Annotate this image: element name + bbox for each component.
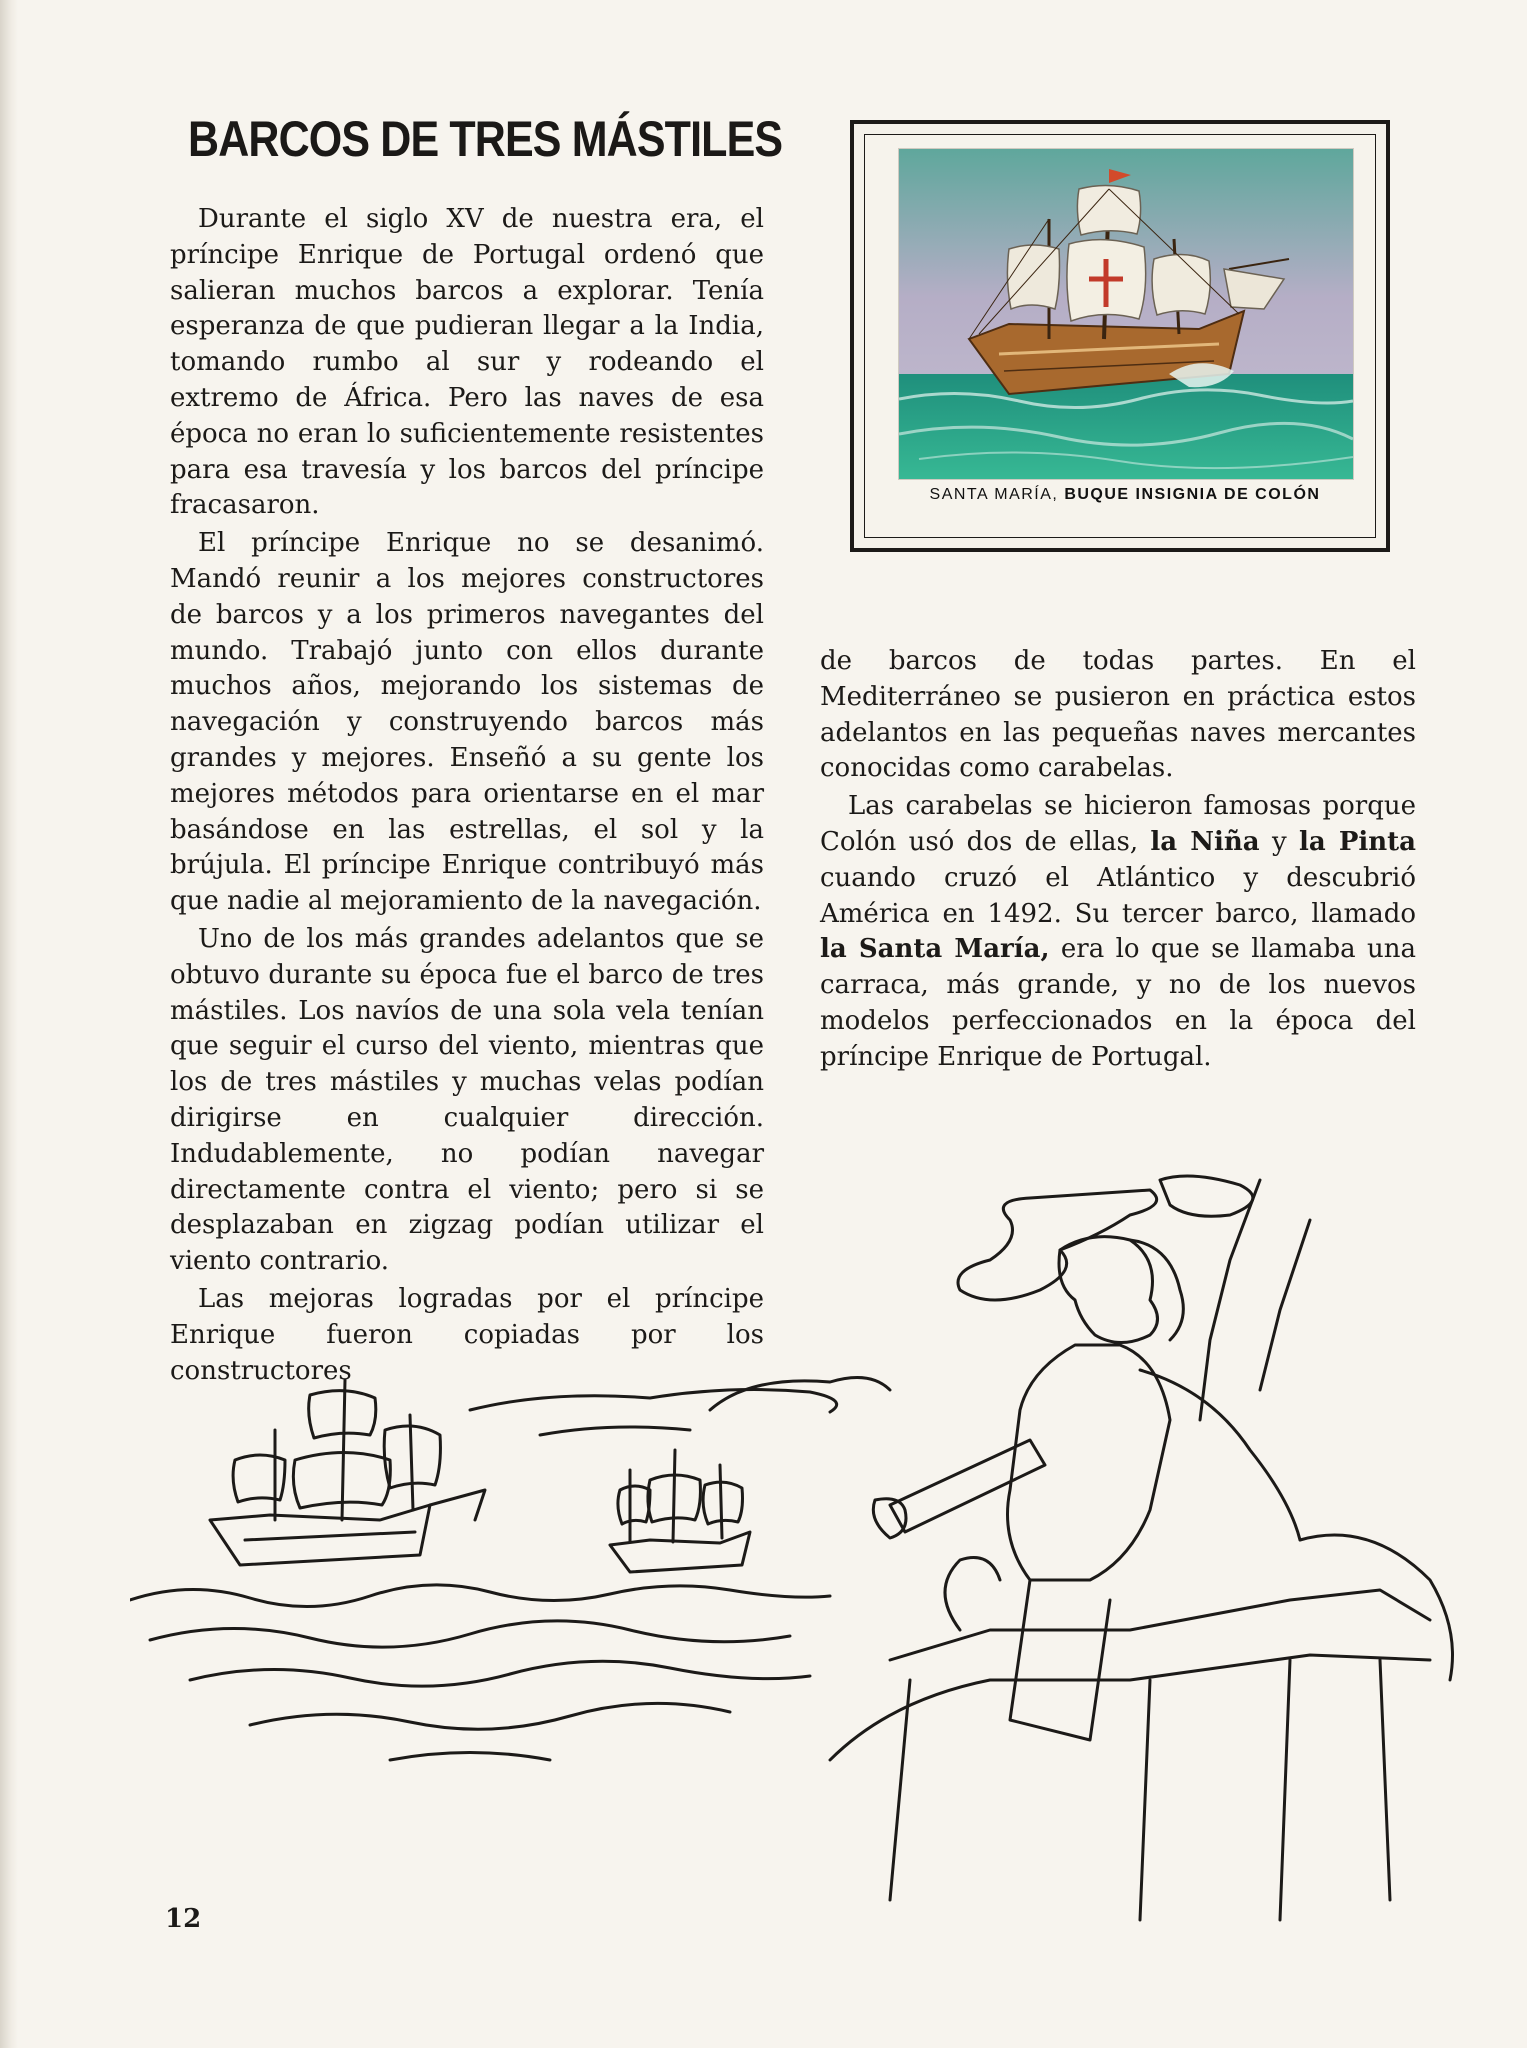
text-run: era lo que se llamaba una carraca, más grande, y no de los nuevos modelos perfeccionados en la época del príncipe Enrique de Portugal. (820, 934, 1416, 1072)
paragraph: Uno de los más grandes adelantos que se obtuvo durante su época fue el barco de tres mástiles. Los navíos de una sola vela tenían que seguir el curso del viento, mientras que los de tres mástiles y muchas velas podían dirigirse en cualquier dirección. Indudablemente, no podían navegar directamente contra el viento; pero si se desplazaban en zigzag podían utilizar el viento contrario. (170, 923, 764, 1277)
caption-plain: SANTA MARÍA, (929, 486, 1065, 503)
paragraph: de barcos de todas partes. En el Mediterráneo se pusieron en práctica estos adelantos en las pequeñas naves mercantes conocidas como carabelas. (820, 646, 1416, 784)
ship-name-nina: la Niña (1150, 826, 1260, 857)
santa-maria-color-plate (898, 148, 1354, 480)
text-run: cuando cruzó el Atlántico y descubrió América en 1492. Su tercer barco, llamado (820, 862, 1416, 929)
framed-picture (850, 120, 1390, 552)
text-run: Las carabelas se hicieron famosas porque Colón usó dos de ellas, (820, 791, 1416, 857)
ship-name-santa-maria: la Santa María, (820, 934, 1050, 965)
picture-caption (898, 486, 1352, 504)
page-spine-shadow (0, 0, 18, 2048)
paragraph: Durante el siglo XV de nuestra era, el príncipe Enrique de Portugal ordenó que salieran muchos barcos a explorar. Tenía esperanza de que pudieran llegar a la India, tomando rumbo al sur y rodeando el extremo de África. Pero las naves de esa época no eran lo suficientemente resistentes para esa travesía y los barcos del príncipe fracasaron. (170, 204, 764, 521)
columbus-line-illustration (130, 1160, 1490, 1960)
paragraph: El príncipe Enrique no se desanimó. Mandó reunir a los mejores constructores de barcos y a los primeros navegantes del mundo. Trabajó junto con ellos durante muchos años, mejorando los sistemas de navegación y construyendo barcos más grandes y mejores. Enseñó a su gente los mejores métodos para orientarse en el mar basándose en las estrellas, el sol y la brújula. El príncipe Enrique contribuyó más que nadie al mejoramiento de la navegación. (170, 528, 764, 917)
right-text-column (820, 644, 1416, 1076)
ship-name-pinta: la Pinta (1299, 826, 1417, 857)
columbus-telescope-drawing (130, 1160, 1490, 1960)
caption-bold: BUQUE INSIGNIA DE COLÓN (1064, 486, 1321, 503)
santa-maria-ship-image (899, 149, 1353, 479)
page-title: BARCOS DE TRES MÁSTILES (188, 111, 783, 167)
paragraph (820, 789, 1416, 1075)
paragraph: Las mejoras logradas por el príncipe Enrique fueron copiadas por los constructores (170, 1283, 764, 1386)
page-number: 12 (165, 1904, 202, 1934)
text-run: y (1259, 826, 1299, 857)
